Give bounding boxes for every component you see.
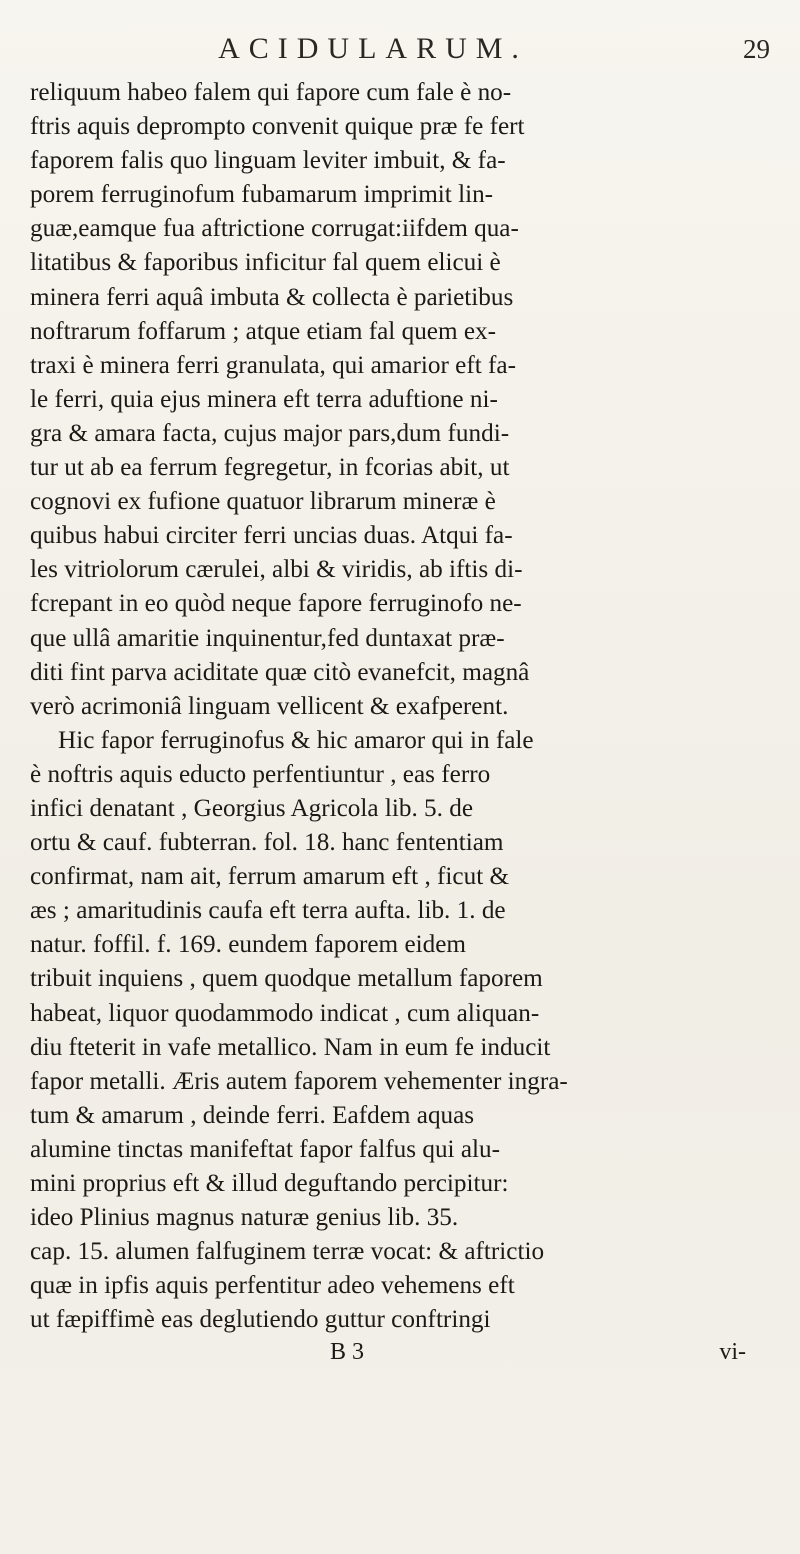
text-line: noftrarum foffarum ; atque etiam fal quem ex-: [30, 317, 497, 345]
text-line: verò acrimoniâ linguam vellicent & exafperent.: [30, 692, 509, 720]
text-line: le ferri, quia ejus minera eft terra aduftione ni-: [30, 385, 498, 413]
text-line: reliquum habeo falem qui fapore cum fale è no-: [30, 79, 512, 106]
text-line: quæ in ipfis aquis perfentitur adeo vehemens eft: [30, 1272, 515, 1300]
text-line: guæ,eamque fua aftrictione corrugat:iifdem qua-: [30, 215, 519, 243]
text-line: natur. foffil. f. 169. eundem faporem eidem: [30, 931, 466, 959]
text-line: confirmat, nam ait, ferrum amarum eft , ficut &: [30, 863, 510, 891]
text-line: æs ; amaritudinis caufa eft terra aufta. lib. 1. de: [30, 897, 506, 925]
text-line: quibus habui circiter ferri uncias duas. Atqui fa-: [30, 522, 513, 550]
text-line: fcrepant in eo quòd neque fapore ferruginofo ne-: [30, 590, 522, 618]
signature-mark: B 3: [330, 1339, 365, 1366]
text-line: ideo Plinius magnus naturæ genius lib. 35.: [30, 1204, 459, 1232]
text-line: tur ut ab ea ferrum fegregetur, in fcorias abit, ut: [30, 454, 510, 482]
text-line: alumine tinctas manifeftat fapor falfus qui alu-: [30, 1135, 500, 1163]
text-line: ftris aquis deprompto convenit quique præ fe fert: [30, 113, 525, 141]
text-line: les vitriolorum cærulei, albi & viridis, ab iftis di-: [30, 556, 523, 584]
page-header: [30, 22, 776, 76]
text-line: mini proprius eft & illud deguftando percipitur:: [30, 1170, 509, 1197]
text-line: gra & amara facta, cujus major pars,dum fundi-: [30, 419, 510, 447]
text-line: minera ferri aquâ imbuta & collecta è parietibus: [30, 283, 514, 311]
running-head: ACIDULARUM.: [218, 32, 528, 65]
text-line: infici denatant , Georgius Agricola lib. 5. de: [30, 794, 474, 822]
text-line: que ullâ amaritie inquinentur,fed duntaxat præ-: [30, 624, 505, 652]
text-line: ortu & cauf. fubterran. fol. 18. hanc fententiam: [30, 829, 504, 857]
text-line: tum & amarum , deinde ferri. Eafdem aquas: [30, 1101, 475, 1129]
text-line: faporem falis quo linguam leviter imbuit, & fa-: [30, 147, 506, 175]
text-line: ut fæpiffimè eas deglutiendo guttur conftringi: [30, 1306, 491, 1334]
page-footer: [30, 1339, 750, 1379]
paragraph-start-line: Hic fapor ferruginofus & hic amaror qui in fale: [58, 726, 534, 754]
text-line: cognovi ex fufione quatuor librarum mineræ è: [30, 488, 496, 516]
text-line: diti fint parva aciditate quæ citò evanefcit, magnâ: [30, 658, 530, 686]
page-number: 29: [743, 34, 770, 64]
catchword: vi-: [719, 1339, 746, 1366]
text-line: è noftris aquis educto perfentiuntur , eas ferro: [30, 760, 491, 788]
text-line: tribuit inquiens , quem quodque metallum faporem: [30, 965, 543, 993]
text-line: fapor metalli. Æris autem faporem vehementer ingra-: [30, 1067, 568, 1095]
text-line: porem ferruginofum fubamarum imprimit lin-: [30, 181, 494, 209]
text-line: habeat, liquor quodammodo indicat , cum aliquan-: [30, 999, 540, 1027]
body-text: [30, 76, 750, 1337]
text-line: litatibus & faporibus inficitur fal quem elicui è: [30, 249, 501, 277]
text-line: cap. 15. alumen falfuginem terræ vocat: & aftrictio: [30, 1238, 545, 1266]
text-line: traxi è minera ferri granulata, qui amarior eft fa-: [30, 351, 517, 379]
text-line: diu fteterit in vafe metallico. Nam in eum fe inducit: [30, 1033, 551, 1061]
